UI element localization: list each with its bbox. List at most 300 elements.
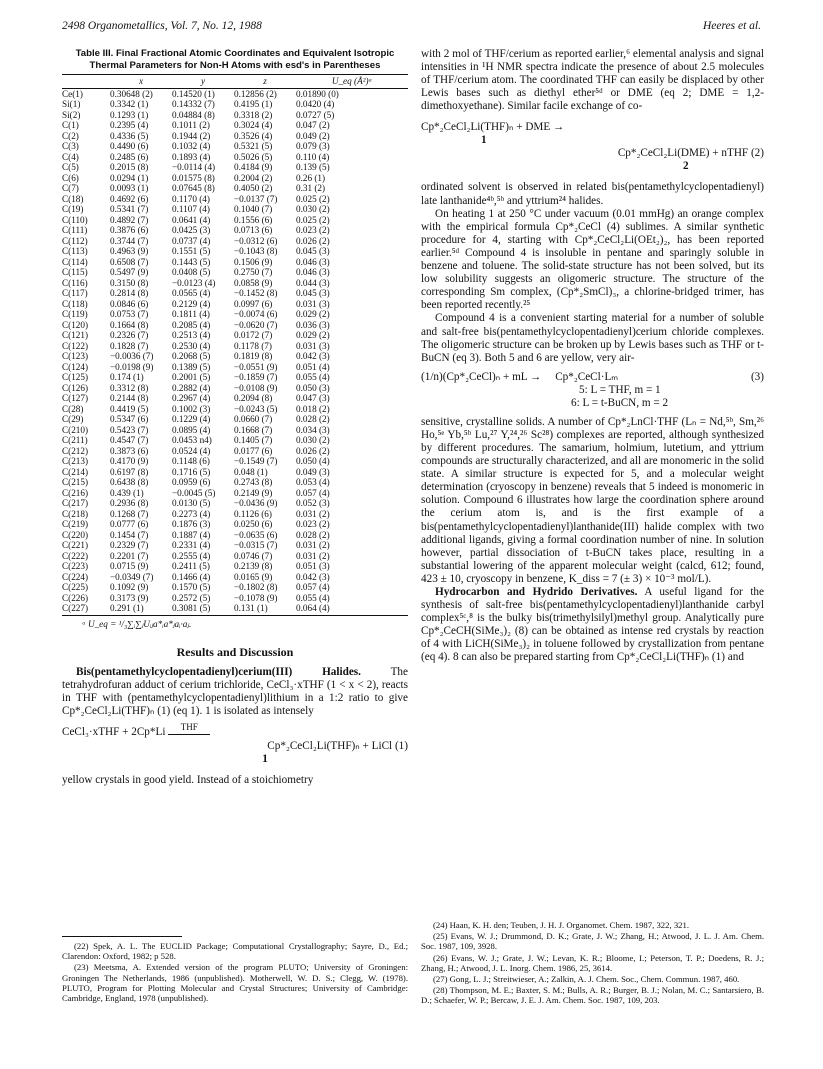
table-cell-z: 0.2094 (8) <box>234 393 273 403</box>
table-cell-a: C(220) <box>62 529 89 540</box>
table-cell-u: 0.055 (4) <box>296 592 330 603</box>
table-cell-y: −0.0114 (4) <box>172 162 216 172</box>
table-cell-a: C(226) <box>62 592 89 603</box>
table-row <box>62 540 408 551</box>
table-header-row <box>62 75 408 89</box>
right-references <box>421 920 764 1007</box>
table-cell-a: C(215) <box>62 477 89 487</box>
table-cell-u: 0.055 (4) <box>296 372 330 382</box>
table-cell-y: 0.14332 (7) <box>172 99 215 109</box>
table-cell-u: 0.029 (2) <box>296 309 330 319</box>
table-cell-a: C(117) <box>62 288 88 298</box>
table-cell-x: 0.0715 (9) <box>110 561 149 571</box>
table-cell-y: 0.2001 (5) <box>172 372 211 382</box>
table-cell-z: 0.2743 (8) <box>234 477 273 487</box>
table-cell-a: C(210) <box>62 424 89 435</box>
paragraph-lead-hydrocarbon: Hydrocarbon and Hydrido Derivatives. <box>435 586 638 598</box>
table-row <box>62 383 408 394</box>
table-row <box>62 288 408 299</box>
table-row <box>62 372 408 383</box>
table-cell-x: 0.2936 (8) <box>110 498 149 508</box>
table-cell-a: Si(1) <box>62 99 81 109</box>
table-cell-a: C(126) <box>62 382 89 393</box>
table-cell-y: 0.2331 (4) <box>172 540 211 550</box>
table-cell-a: C(222) <box>62 550 89 561</box>
equation-1-compound-number: 1 <box>262 752 268 765</box>
table-cell-z: 0.0165 (9) <box>234 571 273 582</box>
table-cell-u: 0.26 (1) <box>296 172 326 183</box>
table-cell-z: 0.5026 (5) <box>234 151 273 162</box>
table-cell-z: 0.1405 (7) <box>234 435 273 445</box>
table-cell-x: 0.4419 (5) <box>110 403 149 414</box>
table-cell-z: 0.1040 (7) <box>234 204 273 214</box>
table-row <box>62 299 408 310</box>
table-cell-u: 0.042 (3) <box>296 351 330 361</box>
references-divider <box>62 936 182 937</box>
table-cell-x: 0.6508 (7) <box>110 256 149 267</box>
table-cell-z: −0.0243 (5) <box>234 403 278 414</box>
table-cell-y: 0.0425 (3) <box>172 225 211 235</box>
table-cell-z: 0.5321 (5) <box>234 141 273 151</box>
table-row <box>62 393 408 404</box>
equation-1 <box>62 721 408 766</box>
table-cell-y: 0.1389 (5) <box>172 361 211 372</box>
table-cell-y: 0.2129 (4) <box>172 298 211 309</box>
table-cell-u: 0.047 (3) <box>296 393 330 403</box>
table-row <box>62 236 408 247</box>
paragraph-compound-4: Compound 4 is a convenient starting material for a number of soluble and salt-free bis(pentamethylcyclopentadienyl)cerium chloride complexes. The oligomeric structure can be broken up by Lewis bases such as THF or t-BuCN (eq 3). Both 5 and 6 are yellow, very air- <box>421 312 764 364</box>
reference-22: (22) Spek, A. L. The EUCLID Package; Computational Crystallography; Sayre, D., Ed.; Clarendon: Oxford, 1982; p 528. <box>62 941 408 962</box>
table-cell-z: −0.0137 (7) <box>234 193 278 204</box>
table-row <box>62 477 408 488</box>
table-cell-u: 0.042 (3) <box>296 571 330 582</box>
table-cell-a: C(7) <box>62 183 79 193</box>
table-cell-u: 0.036 (3) <box>296 319 330 330</box>
table-cell-u: 0.029 (2) <box>296 330 330 340</box>
table-cell-y: 0.0895 (4) <box>172 424 211 435</box>
table-cell-y: 0.2513 (4) <box>172 330 211 340</box>
table-cell-a: C(224) <box>62 571 89 582</box>
table-cell-y: 0.04884 (8) <box>172 109 215 120</box>
table-row <box>62 246 408 257</box>
table-row <box>62 509 408 520</box>
table-cell-a: C(122) <box>62 340 89 351</box>
table-cell-u: 0.0420 (4) <box>296 99 335 109</box>
table-cell-z: 0.1506 (9) <box>234 256 273 267</box>
table-cell-z: 0.2750 (7) <box>234 267 273 277</box>
equation-2-num-2: 2 <box>683 160 689 173</box>
table-cell-z: 0.4195 (1) <box>234 99 273 109</box>
article-authors: Heeres et al. <box>702 20 761 32</box>
table-cell-u: 0.031 (2) <box>296 508 330 519</box>
reference-26: (26) Evans, W. J.; Grate, J. W.; Levan, K. R.; Bloome, I.; Peterson, T. P.; Doedens, R. J.; Zhang, H.; Atwood, J. L. Inorg. Chem. 1986, 25, 3614. <box>421 952 764 973</box>
table-cell-y: 0.1887 (4) <box>172 529 211 540</box>
table-row <box>62 530 408 541</box>
table-cell-u: 0.030 (2) <box>296 435 330 445</box>
table-cell-x: 0.2485 (6) <box>110 151 149 162</box>
equation-2 <box>421 121 764 173</box>
equation-3-left: (1/n)(Cp*₂CeCl)ₙ + mL → <box>421 370 542 383</box>
table-cell-x: 0.4692 (6) <box>110 193 149 204</box>
paragraph-hydrocarbon <box>421 586 764 665</box>
table-cell-a: C(116) <box>62 277 88 288</box>
table-cell-y: 0.1570 (5) <box>172 582 211 592</box>
table-row <box>62 162 408 173</box>
equation-3-number: (3) <box>750 370 764 383</box>
table-row <box>62 110 408 121</box>
table-cell-x: 0.0777 (6) <box>110 519 149 529</box>
table-cell-z: −0.0620 (7) <box>234 319 278 330</box>
equation-1-arrow: THF <box>168 721 210 735</box>
equation-3 <box>421 371 764 410</box>
table-row <box>62 152 408 163</box>
table-cell-a: C(114) <box>62 256 88 267</box>
table-cell-u: 0.028 (2) <box>296 529 330 540</box>
table-cell-z: 0.0177 (6) <box>234 445 273 456</box>
table-cell-a: C(125) <box>62 372 89 382</box>
table-cell-u: 0.018 (2) <box>296 403 330 414</box>
table-row <box>62 141 408 152</box>
table-cell-y: 0.0641 (4) <box>172 214 211 225</box>
table-cell-u: 0.049 (3) <box>296 466 330 477</box>
table-cell-y: 0.1443 (5) <box>172 256 211 267</box>
paragraph-solvent: ordinated solvent is observed in related bis(pentamethylcyclopentadienyl) late lanthanide⁴ᵇ,⁵ᵇ and yttrium²⁴ halides. <box>421 181 764 207</box>
equation-1-left <box>62 721 408 740</box>
table-cell-a: C(28) <box>62 403 84 414</box>
table-cell-a: C(3) <box>62 141 79 151</box>
table-cell-z: −0.1549 (7) <box>234 456 278 466</box>
reference-24: (24) Haan, K. H. den; Teuben, J. H. J. Organomet. Chem. 1987, 322, 321. <box>433 920 690 930</box>
table-cell-a: C(111) <box>62 225 88 235</box>
table-cell-u: 0.046 (3) <box>296 267 330 277</box>
table-cell-u: 0.045 (3) <box>296 288 330 298</box>
paragraph-thf: with 2 mol of THF/cerium as reported earlier,⁶ elemental analysis and signal intensities in ¹H NMR spectra indicate the presence of about 2.5 molecules of THF/cerium atom. The coordinated THF can easily be displaced by other Lewis bases such as diethyl ether⁵ᵈ or DME (eq 2; DME = 1,2-dimethoxyethane). Similar facile exchange of co- <box>421 48 764 113</box>
reference-27: (27) Gong, L. J.; Streitwieser, A.; Zalkin, A. J. Chem. Soc., Chem. Commun. 1987, 460. <box>433 974 740 985</box>
table-cell-u: 0.046 (3) <box>296 256 330 267</box>
table-cell-a: C(225) <box>62 582 89 592</box>
table-cell-x: 0.1828 (7) <box>110 340 149 351</box>
table-cell-x: 0.4892 (7) <box>110 214 149 225</box>
table-cell-x: 0.2015 (8) <box>110 162 149 172</box>
table-cell-u: 0.049 (2) <box>296 130 330 141</box>
table-cell-u: 0.064 (4) <box>296 603 408 615</box>
table-cell-z: −0.0074 (6) <box>234 309 278 319</box>
paragraph-halides <box>62 666 408 718</box>
table-cell-x: 0.1664 (8) <box>110 319 149 330</box>
table-cell-x: 0.3342 (1) <box>110 99 149 109</box>
table-cell-z: 0.2139 (8) <box>234 561 273 571</box>
table-cell-y: 0.1002 (3) <box>172 403 211 414</box>
table-cell-u: 0.057 (4) <box>296 487 330 498</box>
table-cell-x: 0.1293 (1) <box>110 109 149 120</box>
table-cell-x: 0.2814 (8) <box>110 288 149 298</box>
table-cell-y: 0.0565 (4) <box>172 288 211 298</box>
table-cell-x: 0.4963 (9) <box>110 246 149 256</box>
table-row <box>62 572 408 583</box>
table-cell-a: C(219) <box>62 519 89 529</box>
equation-1-products: Cp*₂CeCl₂Li(THF)ₙ + LiCl (1) <box>267 739 408 752</box>
table-cell-z: 0.0172 (7) <box>234 330 273 340</box>
table-cell-a: Si(2) <box>62 109 81 120</box>
equation-3-top <box>421 371 764 384</box>
table-row <box>62 183 408 194</box>
table-cell-z: −0.0436 (9) <box>234 498 278 508</box>
table-cell-y: 0.1811 (4) <box>172 309 210 319</box>
table-row <box>62 593 408 604</box>
table-cell-u: 0.023 (2) <box>296 519 330 529</box>
table-cell-x: 0.4490 (6) <box>110 141 149 151</box>
table-row <box>62 267 408 278</box>
table-row <box>62 204 408 215</box>
paragraph-lead: Bis(pentamethylcyclopentadienyl)cerium(III) Halides. <box>76 665 361 678</box>
table-row <box>62 603 408 615</box>
table-row <box>62 456 408 467</box>
table-row <box>62 88 408 99</box>
table-cell-y: 0.1944 (2) <box>172 130 211 141</box>
table-cell-x: 0.3150 (8) <box>110 277 149 288</box>
table-cell-y: −0.0045 (5) <box>172 487 216 498</box>
table-cell-a: C(127) <box>62 393 89 403</box>
table-cell-y: 0.2411 (5) <box>172 561 210 571</box>
table-cell-z: −0.1802 (8) <box>234 582 278 592</box>
table-row <box>62 414 408 425</box>
table-cell-y: 0.2967 (4) <box>172 393 211 403</box>
table-cell-a: C(211) <box>62 435 88 445</box>
table-cell-x: 0.0753 (7) <box>110 309 149 319</box>
table-cell-z: −0.1043 (8) <box>234 246 278 256</box>
table-row <box>62 498 408 509</box>
table-cell-u: 0.050 (4) <box>296 456 330 466</box>
table-cell-a: C(4) <box>62 151 79 162</box>
table-row <box>62 194 408 205</box>
table-cell-y: 0.1876 (3) <box>172 519 211 529</box>
reference-28: (28) Thompson, M. E.; Baxter, S. M.; Bulls, A. R.; Burger, B. J.; Nolan, M. C.; Santarsiero, B. D.; Schaefer, W. P.; Bercaw, J. E. J. Am. Chem. Soc. 1987, 109, 203. <box>421 985 764 1006</box>
table-cell-y: 0.2555 (4) <box>172 550 211 561</box>
table-cell-z: 0.3318 (2) <box>234 109 273 120</box>
table-cell-u: 0.31 (2) <box>296 183 326 193</box>
table-row <box>62 561 408 572</box>
table-cell-y: 0.0130 (5) <box>172 498 211 508</box>
table-cell-z: 0.0858 (9) <box>234 277 273 288</box>
coordinates-table <box>62 74 408 616</box>
table-cell-z: 0.4050 (2) <box>234 183 273 193</box>
table-cell-x: 0.5497 (9) <box>110 267 149 277</box>
equation-2-right: Cp*₂CeCl₂Li(DME) + nTHF (2) <box>617 147 764 160</box>
table-cell-z: 0.1556 (6) <box>234 214 273 225</box>
table-cell-u: 0.057 (4) <box>296 582 330 592</box>
table-cell-a: C(2) <box>62 130 79 141</box>
reference-25: (25) Evans, W. J.; Drummond, D. K.; Grate, J. W.; Zhang, H.; Atwood, J. L. J. Am. Chem. Soc. 1987, 109, 3928. <box>421 931 764 952</box>
table-cell-x: 0.3876 (6) <box>110 225 149 235</box>
col-header-x: x <box>110 75 172 89</box>
table-row <box>62 446 408 457</box>
table-cell-y: 0.01575 (8) <box>172 172 215 183</box>
table-row <box>62 582 408 593</box>
table-cell-x: 0.4170 (9) <box>110 456 149 466</box>
running-header <box>62 20 761 36</box>
table-cell-a: C(18) <box>62 193 84 204</box>
table-row <box>62 278 408 289</box>
table-row <box>62 404 408 415</box>
section-heading: Results and Discussion <box>176 644 294 659</box>
right-column <box>421 48 764 665</box>
equation-3-right: Cp*₂CeCl·Lₘ <box>555 370 619 383</box>
table-cell-z: 0.2149 (9) <box>234 487 273 498</box>
equation-3-compound-5: 5: L = THF, m = 1 <box>579 383 661 396</box>
paragraph-heating: On heating 1 at 250 °C under vacuum (0.01 mmHg) an orange complex with the empirical formula Cp*₂CeCl (4) sublimes. A similar synthetic procedure for 4, starting with Cp*₂CeCl₂Li(OEt₂)₂, has been reported earlier.⁵ᵈ Compound 4 is insoluble in pentane and sparingly soluble in benzene and toluene. The solid-state structure has not been solved, but its low solubility suggests an oligomeric structure. The structure of the corresponding Sm complex, (Cp*₂SmCl)₃, a chlorine-bridged trimer, has been reported recently.²⁵ <box>421 207 764 312</box>
table-caption: Table III. Final Fractional Atomic Coordinates and Equivalent Isotropic Thermal Parameters for Non-H Atoms with esd's in Parentheses <box>75 48 395 71</box>
table-cell-y: 0.2068 (5) <box>172 351 211 361</box>
table-cell-u: 0.026 (2) <box>296 235 330 246</box>
table-cell-a: C(123) <box>62 351 89 361</box>
table-cell-a: C(119) <box>62 309 88 319</box>
table-cell-x: 0.4547 (7) <box>110 435 149 445</box>
table-cell-y: 0.2530 (4) <box>172 340 211 351</box>
table-cell-y: 0.1170 (4) <box>172 193 210 204</box>
table-cell-y: 0.2882 (4) <box>172 382 211 393</box>
table-cell-x: 0.4336 (5) <box>110 130 149 141</box>
table-cell-x: 0.2326 (7) <box>110 330 149 340</box>
table-cell-u: 0.01890 (0) <box>296 88 339 99</box>
table-cell-z: 0.0250 (6) <box>234 519 273 529</box>
table-row <box>62 488 408 499</box>
table-cell-a: C(115) <box>62 267 88 277</box>
table-cell-u: 0.025 (2) <box>296 214 330 225</box>
table-row <box>62 173 408 184</box>
table-cell-y: 0.0959 (6) <box>172 477 211 487</box>
table-cell-y: 0.1011 (2) <box>172 120 210 130</box>
table-cell-u: 0.026 (2) <box>296 445 330 456</box>
left-column <box>62 48 408 787</box>
table-cell-a: C(121) <box>62 330 89 340</box>
table-cell-z: 0.3024 (4) <box>234 120 273 130</box>
table-cell-a: C(214) <box>62 466 89 477</box>
table-cell-z: 0.1819 (8) <box>234 351 273 361</box>
table-cell-z: −0.0312 (6) <box>234 235 278 246</box>
table-cell-u: 0.079 (3) <box>296 141 330 151</box>
table-cell-y: 0.0408 (5) <box>172 267 211 277</box>
table-row <box>62 120 408 131</box>
table-row <box>62 99 408 110</box>
table-cell-z: 0.12856 (2) <box>234 88 277 99</box>
paragraph-hydrocarbon-text: A useful ligand for the synthesis of salt-free bis(pentamethylcyclopentadienyl)lanthanide carbyl complex⁵ᶜ,⁸ is the bulky bis(trimethylsilyl)methyl group. Analytically pure Cp*₂CeCH(SiMe₃)₂ (8) can be obtained as intense red crystals by reaction of 4 with LiCH(SiMe₃)₂ in toluene followed by crystallization from pentane (eq 4). 8 can also be prepared starting from Cp*₂CeCl₂Li(THF)ₙ (1) and <box>421 586 764 664</box>
table-row <box>62 362 408 373</box>
table-cell-x: −0.0036 (7) <box>110 351 154 361</box>
table-cell-x: 0.5347 (6) <box>110 414 149 424</box>
table-cell-z: 0.0713 (6) <box>234 225 273 235</box>
table-body <box>62 88 408 615</box>
table-cell-x: 0.439 (1) <box>110 487 144 498</box>
table-cell-x: 0.6197 (8) <box>110 466 149 477</box>
table-cell-z: −0.0108 (9) <box>234 382 278 393</box>
table-row <box>62 425 408 436</box>
table-cell-y: −0.0123 (4) <box>172 277 216 288</box>
col-header-ueq: U_eq (Å²)ᵃ <box>296 75 408 89</box>
left-references <box>62 936 408 1004</box>
table-row <box>62 519 408 530</box>
table-cell-x: 0.1454 (7) <box>110 529 149 540</box>
table-row <box>62 225 408 236</box>
table-cell-z: −0.0315 (7) <box>234 540 278 550</box>
table-cell-x: 0.0846 (6) <box>110 298 149 309</box>
table-cell-x: 0.291 (1) <box>110 603 172 615</box>
table-cell-x: 0.6438 (8) <box>110 477 149 487</box>
equation-2-num-1: 1 <box>481 134 487 147</box>
table-cell-a: C(227) <box>62 603 110 615</box>
table-cell-x: 0.174 (1) <box>110 372 144 382</box>
table-cell-u: 0.030 (2) <box>296 204 330 214</box>
table-cell-a: C(5) <box>62 162 79 172</box>
table-cell-y: 0.1229 (4) <box>172 414 211 424</box>
table-cell-x: 0.5423 (7) <box>110 424 149 435</box>
table-row <box>62 309 408 320</box>
table-cell-a: C(218) <box>62 508 89 519</box>
table-cell-z: 0.0660 (7) <box>234 414 273 424</box>
table-cell-u: 0.023 (2) <box>296 225 330 235</box>
table-cell-u: 0.051 (3) <box>296 561 330 571</box>
table-cell-y: 0.1148 (6) <box>172 456 210 466</box>
table-cell-y: 0.1107 (4) <box>172 204 210 214</box>
table-cell-y: 0.3081 (5) <box>172 603 234 615</box>
table-row <box>62 467 408 478</box>
table-cell-z: −0.0635 (6) <box>234 529 278 540</box>
table-row <box>62 215 408 226</box>
table-cell-z: 0.1668 (7) <box>234 424 273 435</box>
table-cell-u: 0.052 (3) <box>296 498 330 508</box>
table-cell-a: C(19) <box>62 204 84 214</box>
table-cell-x: −0.0198 (9) <box>110 361 154 372</box>
table-cell-x: 0.2395 (4) <box>110 120 149 130</box>
table-cell-u: 0.031 (2) <box>296 540 330 550</box>
col-header-z: z <box>234 75 296 89</box>
table-cell-x: 0.3873 (6) <box>110 445 149 456</box>
table-row <box>62 435 408 446</box>
table-cell-z: 0.0997 (6) <box>234 298 273 309</box>
table-cell-z: 0.1126 (6) <box>234 508 272 519</box>
table-cell-y: 0.1716 (5) <box>172 466 211 477</box>
table-cell-a: C(216) <box>62 487 89 498</box>
table-cell-x: 0.0093 (1) <box>110 183 149 193</box>
paragraph-text: The tetrahydrofuran adduct of cerium trichloride, CeCl₃·xTHF (1 < x < 2), reacts in THF with (pentamethylcyclopentadienyl)lithium in a 1:2 ratio to give Cp*₂CeCl₂Li(THF)ₙ (1) (eq 1). 1 is isolated as intensely <box>62 665 408 717</box>
table-cell-z: 0.2004 (2) <box>234 172 273 183</box>
table-cell-u: 0.053 (4) <box>296 477 330 487</box>
table-cell-z: 0.4184 (9) <box>234 162 273 172</box>
table-cell-u: 0.028 (2) <box>296 414 330 424</box>
table-cell-y: 0.0737 (4) <box>172 235 211 246</box>
table-footnote: ᵃ U_eq = ¹/₃∑ᵢ∑ⱼUᵢⱼa*ᵢa*ⱼaᵢ·aⱼ. <box>82 618 192 629</box>
table-cell-y: 0.2085 (4) <box>172 319 211 330</box>
table-cell-u: 0.031 (3) <box>296 340 330 351</box>
table-cell-x: −0.0349 (7) <box>110 571 154 582</box>
table-cell-u: 0.045 (3) <box>296 246 330 256</box>
table-cell-u: 0.0727 (5) <box>296 109 335 120</box>
table-cell-a: Ce(1) <box>62 88 83 99</box>
table-cell-y: 0.07645 (8) <box>172 183 215 193</box>
table-cell-y: 0.2572 (5) <box>172 592 211 603</box>
table-cell-z: −0.0551 (9) <box>234 361 278 372</box>
table-cell-z: −0.1859 (7) <box>234 372 278 382</box>
table-cell-x: 0.5341 (7) <box>110 204 149 214</box>
table-cell-y: 0.2273 (4) <box>172 508 211 519</box>
table-cell-x: 0.2201 (7) <box>110 550 149 561</box>
table-cell-z: −0.1078 (9) <box>234 592 278 603</box>
col-header-atom <box>62 75 110 89</box>
table-cell-u: 0.139 (5) <box>296 162 330 172</box>
table-cell-u: 0.050 (3) <box>296 382 330 393</box>
paragraph-sensitive: sensitive, crystalline solids. A number of Cp*₂LnCl·THF (Lₙ = Nd,⁵ᵇ, Sm,²⁶ Ho,⁵ᵉ Yb,⁵ᵇ Lu,²⁷ Y,²⁴,²⁶ Sc²⁸) complexes are reported, although synthesized by different procedures. The samarium, holmium, lutetium, and yttrium compounds are structurally characterized, and all are monomeric in the solid state. A similar structure is expected for 5, and a molecular weight determination (cryoscopy in benzene) reveals that 5 indeed is monomeric in solution. Compound 6 illustrates how large the coordination sphere around the cerium atom is, and is the first example of a bis(pentamethylcyclopentadienyl)lanthanide(III) halide complex with two additional ligands, giving a formal coordination number of nine. In solution however, partial dissociation of t-BuCN takes place, resulting in a substantial lowering of the apparent molecular weight (calcd, 612; found, 423 ± 10, cryoscopy in benzene, K_diss = 7 (± 3) × 10⁻³ mol/L). <box>421 415 764 585</box>
table-cell-y: 0.1551 (5) <box>172 246 211 256</box>
table-cell-u: 0.034 (3) <box>296 424 330 435</box>
